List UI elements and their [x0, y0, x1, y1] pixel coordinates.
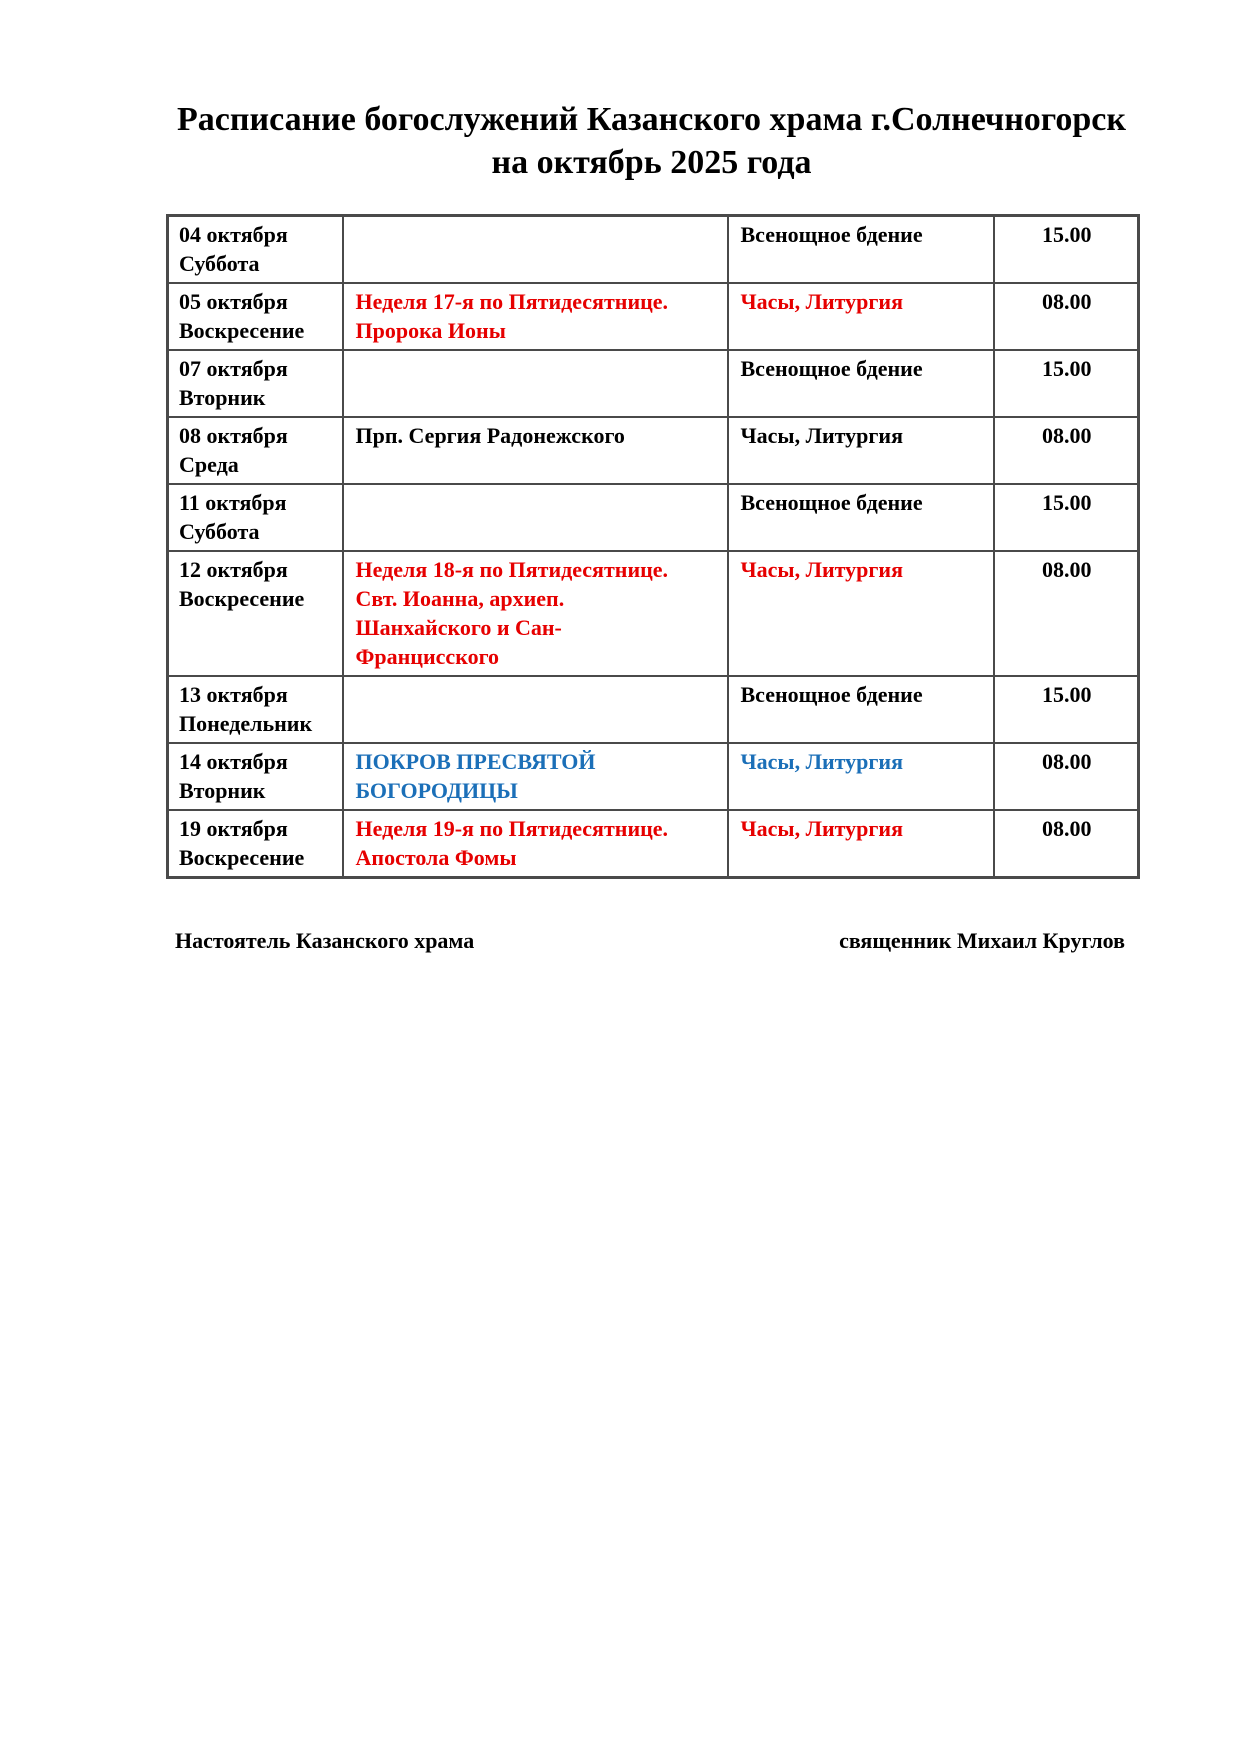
date-cell: 12 октября Воскресение — [168, 551, 343, 676]
page-title-line1: Расписание богослужений Казанского храма г.Солнечногорск — [177, 101, 1126, 138]
table-row — [168, 551, 1139, 676]
feast-cell — [343, 216, 728, 284]
time-cell: 08.00 — [994, 743, 1139, 810]
date-cell: 04 октября Суббота — [168, 216, 343, 284]
time-cell: 15.00 — [994, 676, 1139, 743]
feast-cell: Неделя 19-я по Пятидесятнице. Апостола Фомы — [343, 810, 728, 878]
time-cell: 08.00 — [994, 810, 1139, 878]
time-cell: 08.00 — [994, 283, 1139, 350]
date-cell: 14 октября Вторник — [168, 743, 343, 810]
service-cell: Часы, Литургия — [728, 743, 994, 810]
feast-cell — [343, 676, 728, 743]
table-row — [168, 283, 1139, 350]
feast-cell — [343, 484, 728, 551]
page-title-line2: на октябрь 2025 года — [491, 144, 812, 181]
service-cell: Часы, Литургия — [728, 810, 994, 878]
feast-cell: Прп. Сергия Радонежского — [343, 417, 728, 484]
table-row — [168, 743, 1139, 810]
schedule-body — [168, 216, 1139, 878]
time-cell: 08.00 — [994, 417, 1139, 484]
feast-cell: ПОКРОВ ПРЕСВЯТОЙ БОГОРОДИЦЫ — [343, 743, 728, 810]
table-row — [168, 350, 1139, 417]
table-row — [168, 676, 1139, 743]
date-cell: 07 октября Вторник — [168, 350, 343, 417]
service-schedule-table — [166, 214, 1140, 879]
date-cell: 19 октября Воскресение — [168, 810, 343, 878]
service-cell: Всенощное бдение — [728, 484, 994, 551]
page-title — [166, 98, 1137, 184]
time-cell: 15.00 — [994, 350, 1139, 417]
table-row — [168, 810, 1139, 878]
service-cell: Часы, Литургия — [728, 551, 994, 676]
date-cell: 05 октября Воскресение — [168, 283, 343, 350]
service-cell: Всенощное бдение — [728, 350, 994, 417]
table-row — [168, 417, 1139, 484]
table-row — [168, 484, 1139, 551]
feast-cell — [343, 350, 728, 417]
rector-label: Настоятель Казанского храма — [175, 928, 475, 953]
service-cell: Всенощное бдение — [728, 216, 994, 284]
feast-cell: Неделя 17-я по Пятидесятнице. Пророка Ионы — [343, 283, 728, 350]
table-row — [168, 216, 1139, 284]
time-cell: 08.00 — [994, 551, 1139, 676]
service-cell: Часы, Литургия — [728, 417, 994, 484]
date-cell: 13 октября Понедельник — [168, 676, 343, 743]
signature-line — [166, 927, 1137, 955]
date-cell: 11 октября Суббота — [168, 484, 343, 551]
priest-name: священник Михаил Круглов — [839, 928, 1125, 953]
service-cell: Всенощное бдение — [728, 676, 994, 743]
document-sheet — [166, 98, 1137, 955]
feast-cell: Неделя 18-я по Пятидесятнице. Свт. Иоанна, архиеп. Шанхайского и Сан- Францисского — [343, 551, 728, 676]
service-cell: Часы, Литургия — [728, 283, 994, 350]
time-cell: 15.00 — [994, 216, 1139, 284]
date-cell: 08 октября Среда — [168, 417, 343, 484]
time-cell: 15.00 — [994, 484, 1139, 551]
